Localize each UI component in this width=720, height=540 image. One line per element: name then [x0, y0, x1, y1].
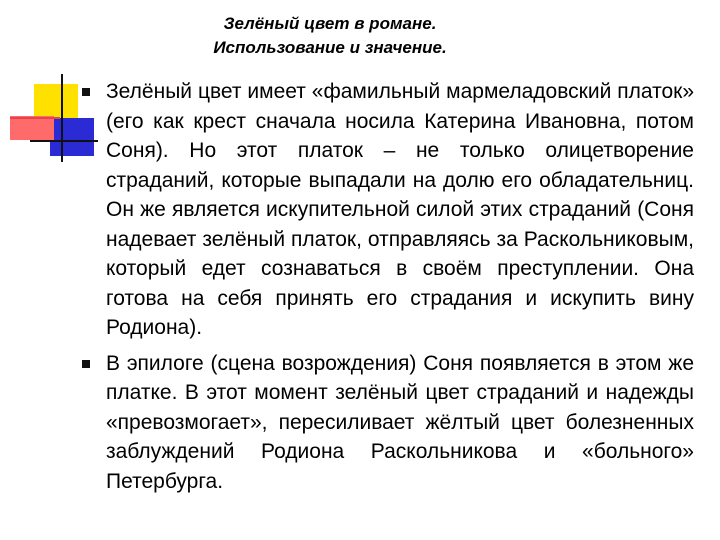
- bullet-item-2: [106, 349, 694, 497]
- bullet-square-icon: [82, 88, 90, 96]
- slide-title-line-1: Зелёный цвет в романе.: [223, 14, 437, 33]
- bullet-text-1: Зелёный цвет имеет «фамильный мармеладовский платок» (его как крест сначала носила Катерина Ивановна, потом Соня). Но этот платок – не только олицетворение страданий, которые выпадали на долю его обладательниц. Он же является искупительной силой этих страданий (Соня надевает зелёный платок, отправляясь за Раскольниковым, который едет сознаваться в своём преступлении. Она готова на себя принять его страдания и искупить вину Родиона).: [106, 80, 694, 339]
- bullet-text-2: В эпилоге (сцена возрождения) Соня появляется в этом же платке. В этот момент зелёный цвет страданий и надежды «превозмогает», пересиливает жёлтый цвет болезненных заблуждений Родиона Раскольникова и «больного» Петербурга.: [106, 351, 694, 493]
- bullet-item-1: [106, 77, 694, 343]
- slide-title-line-2: Использование и значение.: [213, 38, 447, 57]
- bullet-square-icon: [82, 360, 90, 368]
- slide-title: [0, 12, 660, 60]
- bullet-list: [0, 77, 720, 496]
